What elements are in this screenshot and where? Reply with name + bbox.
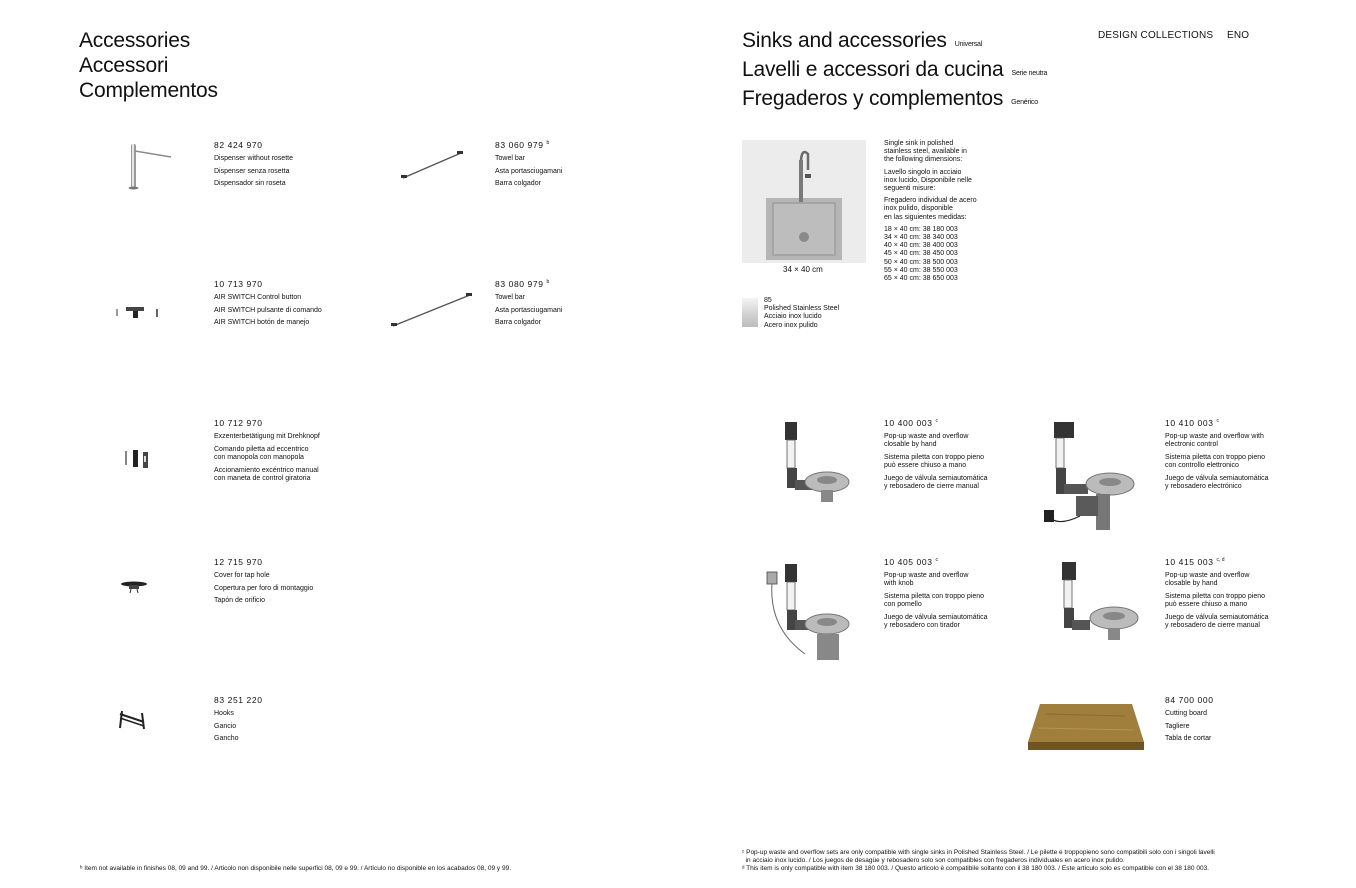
item-10400003 xyxy=(884,418,988,496)
item-10712970 xyxy=(214,418,320,488)
item-code: 10 410 003 $^c$ xyxy=(1165,418,1220,428)
item-10410003 xyxy=(1165,418,1269,496)
pop-up-waste-icon xyxy=(765,558,855,671)
item-code: 10 400 003 $^c$ xyxy=(884,418,939,428)
dimension-line: 40 × 40 cm: 38 400 003 xyxy=(884,242,958,250)
desc-line: inox lucido, Disponibile nelle xyxy=(884,176,972,184)
section-title-es: Fregaderos y complementos Genérico xyxy=(742,87,1038,110)
item-code: 12 715 970 xyxy=(214,557,263,567)
item-desc-it: Comando piletta ad eccentrico con manopola con manopola xyxy=(214,445,309,461)
item-desc-en: Pop-up waste and overflow with electronic control xyxy=(1165,433,1264,449)
sink-caption: 34 × 40 cm xyxy=(783,265,823,274)
footnote-b: ᵇ Item not available in finishes 08, 09 and 99. / Articolo non disponibile nelle superfici 08, 09 e 99. / Artículo no disponible en los acabados 08, 09 y 99. xyxy=(80,865,512,872)
sink-photo xyxy=(742,140,866,263)
finish-swatch xyxy=(742,298,758,327)
item-desc-it: Sistema piletta con troppo pieno può essere chiuso a mano xyxy=(1165,592,1266,609)
towel-bar-icon xyxy=(400,148,466,187)
item-code: 83 060 979 $^b$ xyxy=(495,140,550,150)
item-desc-it: Copertura per foro di montaggio xyxy=(214,584,314,592)
item-83060979 xyxy=(495,140,562,193)
tap-hole-cover-icon xyxy=(119,580,149,601)
desc-line: Single sink in polished xyxy=(884,140,954,147)
item-desc-it: AIR SWITCH pulsante di comando xyxy=(214,306,322,314)
item-desc-en: Dispenser without rosette xyxy=(214,155,293,162)
section-title-it: Lavelli e accessori da cucina Serie neutra xyxy=(742,58,1048,81)
item-desc-en: Pop-up waste and overflow closable by hand xyxy=(884,433,969,449)
pop-up-waste-icon xyxy=(775,418,855,511)
item-code: 82 424 970 xyxy=(214,140,263,150)
item-desc-en: Pop-up waste and overflow closable by hand xyxy=(1165,572,1250,588)
item-desc-es: Barra colgador xyxy=(495,180,541,188)
item-desc-it: Sistema piletta con troppo pieno con pomello xyxy=(884,592,985,609)
left-title-block xyxy=(79,28,218,103)
item-desc-it: Tagliere xyxy=(1165,722,1190,730)
nav-design-collections[interactable]: DESIGN COLLECTIONS xyxy=(1098,30,1214,41)
item-desc-es: AIR SWITCH botón de manejo xyxy=(214,319,310,327)
hooks-icon xyxy=(116,708,148,737)
finish-name-en: Polished Stainless Steel xyxy=(764,305,840,313)
item-desc-it: Sistema piletta con troppo pieno può essere chiuso a mano xyxy=(884,453,985,470)
page-title-en: Accessories xyxy=(79,29,191,52)
sink-description xyxy=(884,140,977,283)
desc-line: stainless steel, available in xyxy=(884,148,967,156)
footnote-c: ᶜ Pop-up waste and overflow sets are only compatible with single sinks in Polished Stainless Steel. / Le pilette e troppopieno sono compatibili solo con i singoli lavelli xyxy=(742,849,1215,856)
footnote-d: ᵈ This item is only compatible with item 38 180 003. / Questo articolo è compatibile soltanto con il 38 180 003. / Este artículo solo es compatible con el 38 180 003. xyxy=(742,865,1209,872)
item-code: 84 700 000 xyxy=(1165,695,1214,705)
item-10415003 xyxy=(1165,557,1269,635)
page-title-es: Complementos xyxy=(79,79,218,102)
item-desc-es: Dispensador sin roseta xyxy=(214,180,286,188)
dispenser-icon xyxy=(125,140,177,197)
item-code: 10 712 970 xyxy=(214,418,263,428)
item-10405003 xyxy=(884,557,988,635)
item-code: 10 415 003 $^{c, d}$ xyxy=(1165,557,1225,567)
item-desc-es: Juego de válvula semiautomática y rebosadero electrónico xyxy=(1165,474,1269,491)
item-83251220 xyxy=(214,695,263,748)
eccentric-control-icon xyxy=(124,448,154,475)
item-desc-es: Accionamiento excéntrico manual con maneta de control giratoria xyxy=(214,466,319,482)
desc-line: en las siguientes medidas: xyxy=(884,213,967,221)
air-switch-icon xyxy=(116,305,162,326)
item-code: 83 080 979 $^b$ xyxy=(495,279,550,289)
finish-name-it: Acciaio inox lucido xyxy=(764,313,822,321)
item-desc-en: Towel bar xyxy=(495,155,525,162)
footnote-c-cont: in acciaio inox lucido. / Los juegos de desagüe y rebosadero solo son compatibles con fregaderos individuales en acero inox pulido. xyxy=(742,857,1125,864)
section-title-en: Sinks and accessories Universal xyxy=(742,29,983,52)
desc-line: Lavello singolo in acciaio xyxy=(884,168,962,176)
item-desc-it: Dispenser senza rosetta xyxy=(214,167,290,175)
dimension-line: 18 × 40 cm: 38 180 003 xyxy=(884,225,958,233)
desc-line: inox pulido, disponible xyxy=(884,205,953,213)
page-title-it: Accessori xyxy=(79,54,169,77)
item-desc-es: Juego de válvula semiautomática y rebosadero con tirador xyxy=(884,613,988,630)
item-desc-en: Hooks xyxy=(214,710,234,717)
dimension-line: 34 × 40 cm: 38 340 003 xyxy=(884,234,958,242)
item-code: 83 251 220 xyxy=(214,695,263,705)
item-desc-it: Asta portasciugamani xyxy=(495,306,563,314)
finish-info xyxy=(764,297,839,330)
item-10713970 xyxy=(214,279,322,332)
item-82424970 xyxy=(214,140,293,193)
desc-line: the following dimensions: xyxy=(884,156,963,164)
pop-up-waste-icon xyxy=(1054,558,1144,647)
item-desc-it: Sistema piletta con troppo pieno con controllo elettronico xyxy=(1165,453,1266,470)
dimension-line: 45 × 40 cm: 38 450 003 xyxy=(884,250,958,258)
item-desc-en: Pop-up waste and overflow with knob xyxy=(884,572,969,588)
dimension-line: 65 × 40 cm: 38 650 003 xyxy=(884,275,958,283)
cutting-board-icon xyxy=(1026,702,1146,761)
item-desc-de: Exzenterbetätigung mit Drehknopf xyxy=(214,433,320,440)
item-desc-en: Cover for tap hole xyxy=(214,572,270,579)
finish-code: 85 xyxy=(764,297,772,304)
item-code: 10 405 003 $^c$ xyxy=(884,557,939,567)
item-desc-es: Tapón de orificio xyxy=(214,597,265,605)
item-desc-es: Juego de válvula semiautomática y rebosadero de cierre manual xyxy=(1165,613,1269,630)
desc-line: Fregadero individual de acero xyxy=(884,197,977,205)
item-83080979 xyxy=(495,279,562,332)
item-desc-es: Tabla de cortar xyxy=(1165,735,1212,743)
item-desc-en: Towel bar xyxy=(495,294,525,301)
item-desc-es: Barra colgador xyxy=(495,319,541,327)
item-code: 10 713 970 xyxy=(214,279,263,289)
desc-line: seguenti misure: xyxy=(884,185,936,193)
right-title-block xyxy=(742,28,1047,115)
nav-language[interactable]: ENO xyxy=(1227,30,1250,41)
dimension-line: 55 × 40 cm: 38 550 003 xyxy=(884,266,958,274)
item-desc-it: Asta portasciugamani xyxy=(495,167,563,175)
towel-bar-icon xyxy=(390,290,474,335)
item-84700000 xyxy=(1165,695,1214,748)
item-desc-en: AIR SWITCH Control button xyxy=(214,294,302,301)
item-desc-it: Gancio xyxy=(214,722,237,730)
item-desc-en: Cutting board xyxy=(1165,710,1208,717)
pop-up-waste-icon xyxy=(1040,418,1140,543)
dimension-line: 50 × 40 cm: 38 500 003 xyxy=(884,258,958,266)
item-desc-es: Gancho xyxy=(214,735,239,743)
footnotes-right xyxy=(742,849,1215,873)
item-desc-es: Juego de válvula semiautomática y rebosadero de cierre manual xyxy=(884,474,988,491)
item-12715970 xyxy=(214,557,313,610)
finish-name-es: Acero inox pulido xyxy=(764,321,818,329)
